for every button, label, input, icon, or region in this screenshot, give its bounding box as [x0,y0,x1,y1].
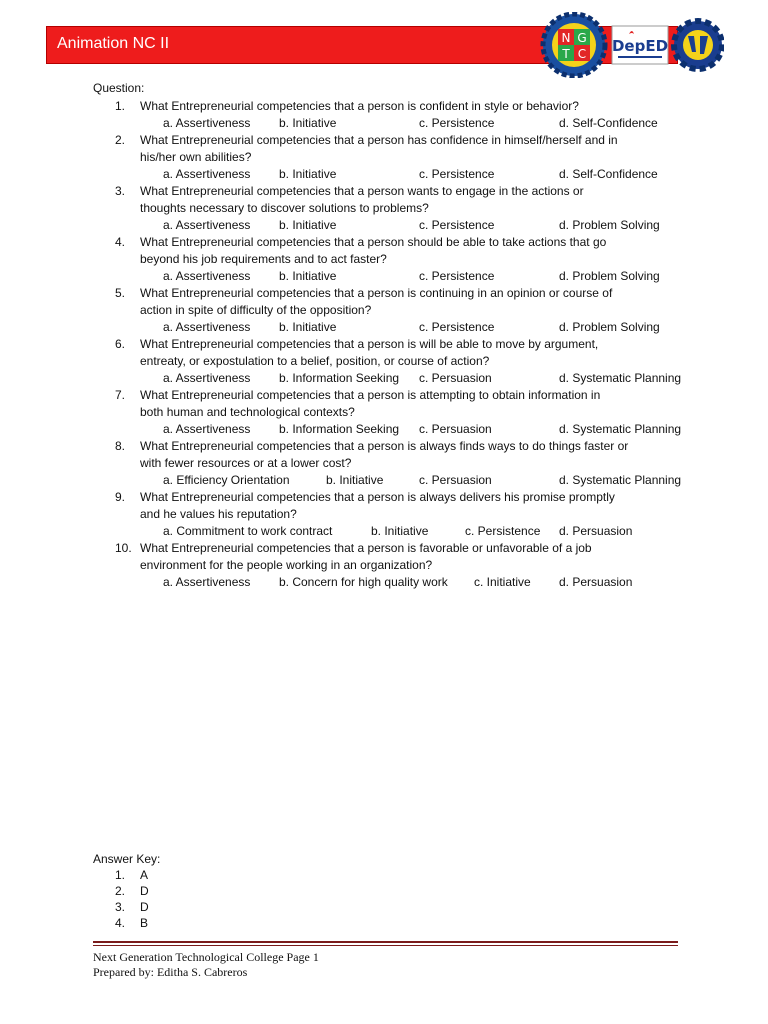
answer-options [93,523,683,540]
question-item [93,438,683,489]
question-line: entreaty, or expostulation to a belief, position, or course of action? [140,354,490,368]
question-item [93,285,683,336]
answer-option: b. Concern for high quality work [279,575,448,589]
answer-option: c. Persistence [419,218,495,232]
question-text [93,336,683,370]
footer-rule [93,941,678,943]
answer-options [93,574,683,591]
answer-option: b. Initiative [326,473,384,487]
question-list [93,98,683,591]
answer-option: c. Initiative [474,575,531,589]
answer-option: a. Assertiveness [163,167,251,181]
footer-rule-thin [93,945,678,946]
answer-key-item [93,899,160,915]
question-line: What Entrepreneurial competencies that a person is will be able to move by argument, [140,337,599,351]
question-item [93,540,683,591]
question-number: 5. [115,286,126,300]
answer-options [93,217,683,234]
answer-options [93,370,683,387]
question-text [93,183,683,217]
answer-value: A [140,868,149,882]
question-number: 2. [115,133,126,147]
question-item [93,387,683,438]
question-number: 4. [115,235,126,249]
question-line: What Entrepreneurial competencies that a person is attempting to obtain information in [140,388,601,402]
answer-options [93,115,683,132]
question-line: What Entrepreneurial competencies that a person is confident in style or behavior? [140,99,579,113]
question-item [93,489,683,540]
answer-option: c. Persuasion [419,371,492,385]
answer-options [93,166,683,183]
answer-value: D [140,900,149,914]
answer-option: b. Initiative [279,218,337,232]
question-item [93,183,683,234]
answer-option: d. Persuasion [559,524,633,538]
question-line: What Entrepreneurial competencies that a person is continuing in an opinion or course of [140,286,613,300]
answer-option: a. Commitment to work contract [163,524,333,538]
question-line: environment for the people working in an organization? [140,558,433,572]
answer-number: 4. [115,916,126,930]
footer-line-2: Prepared by: Editha S. Cabreros [93,965,248,979]
answer-option: d. Systematic Planning [559,473,682,487]
question-item [93,234,683,285]
school-logo-icon [543,14,605,76]
question-text [93,489,683,523]
answer-key [93,851,160,931]
answer-key-item [93,883,160,899]
answer-option: d. Systematic Planning [559,422,682,436]
question-line: What Entrepreneurial competencies that a person wants to engage in the actions or [140,184,584,198]
answer-option: a. Assertiveness [163,116,251,130]
answer-option: d. Problem Solving [559,320,660,334]
question-line: What Entrepreneurial competencies that a person should be able to take actions that go [140,235,607,249]
question-number: 1. [115,99,126,113]
logos [538,12,724,78]
logo-letter-n: N [561,31,571,45]
answer-option: d. Problem Solving [559,269,660,283]
deped-logo-icon [612,26,668,64]
question-text [93,132,683,166]
answer-option: a. Efficiency Orientation [163,473,290,487]
answer-option: d. Problem Solving [559,218,660,232]
question-item [93,132,683,183]
answer-option: b. Initiative [279,269,337,283]
answer-value: B [140,916,149,930]
answer-options [93,319,683,336]
question-number: 9. [115,490,126,504]
answer-key-item [93,867,160,883]
question-line: and he values his reputation? [140,507,297,521]
question-text [93,285,683,319]
answer-option: a. Assertiveness [163,320,251,334]
page-title: Animation NC II [57,35,170,52]
answer-option: b. Initiative [279,320,337,334]
question-text [93,234,683,268]
tesda-logo-icon [674,21,722,69]
question-line: with fewer resources or at a lower cost? [140,456,352,470]
question-number: 7. [115,388,126,402]
answer-option: c. Persistence [419,167,495,181]
answer-option: b. Information Seeking [279,422,400,436]
footer-line-1: Next Generation Technological College Page 1 [93,950,319,964]
answer-option: d. Self-Confidence [559,116,658,130]
question-text [93,98,683,115]
answer-option: a. Assertiveness [163,218,251,232]
logo-letter-g: G [577,31,587,45]
answer-number: 1. [115,868,126,882]
logo-letter-t: T [562,47,570,61]
question-text [93,387,683,421]
question-number: 10. [115,541,132,555]
question-text [93,540,683,574]
question-line: both human and technological contexts? [140,405,355,419]
question-line: What Entrepreneurial competencies that a person is always delivers his promise promptly [140,490,615,504]
question-item [93,336,683,387]
answer-options [93,421,683,438]
deped-logo-text: DepED [611,37,669,55]
question-line: What Entrepreneurial competencies that a person is always finds ways to do things faster or [140,439,629,453]
answer-option: c. Persuasion [419,422,492,436]
question-line: beyond his job requirements and to act faster? [140,252,387,266]
questions-heading: Question: [93,81,145,95]
questions-section [93,80,683,591]
answer-option: d. Systematic Planning [559,371,682,385]
question-text [93,438,683,472]
question-line: thoughts necessary to discover solutions to problems? [140,201,429,215]
question-line: action in spite of difficulty of the opposition? [140,303,372,317]
answer-option: c. Persuasion [419,473,492,487]
answer-option: b. Information Seeking [279,371,400,385]
answer-number: 2. [115,884,126,898]
answer-list [93,867,160,931]
answer-option: c. Persistence [419,269,495,283]
answer-option: d. Self-Confidence [559,167,658,181]
answer-option: d. Persuasion [559,575,633,589]
answer-option: b. Initiative [279,116,337,130]
answer-option: c. Persistence [419,116,495,130]
answer-option: b. Initiative [279,167,337,181]
answer-options [93,472,683,489]
answer-option: a. Assertiveness [163,575,251,589]
question-line: What Entrepreneurial competencies that a person has confidence in himself/herself and in [140,133,618,147]
answer-option: a. Assertiveness [163,371,251,385]
question-line: his/her own abilities? [140,150,252,164]
answer-options [93,268,683,285]
question-item [93,98,683,132]
answer-key-item [93,915,160,931]
answer-option: b. Initiative [371,524,429,538]
logo-letter-c: C [577,47,587,61]
footer [93,950,319,980]
question-line: What Entrepreneurial competencies that a person is favorable or unfavorable of a job [140,541,592,555]
answer-option: c. Persistence [419,320,495,334]
question-number: 3. [115,184,126,198]
answer-key-heading: Answer Key: [93,852,161,866]
answer-option: a. Assertiveness [163,269,251,283]
question-number: 8. [115,439,126,453]
answer-value: D [140,884,149,898]
question-number: 6. [115,337,126,351]
answer-option: c. Persistence [465,524,541,538]
answer-option: a. Assertiveness [163,422,251,436]
answer-number: 3. [115,900,126,914]
